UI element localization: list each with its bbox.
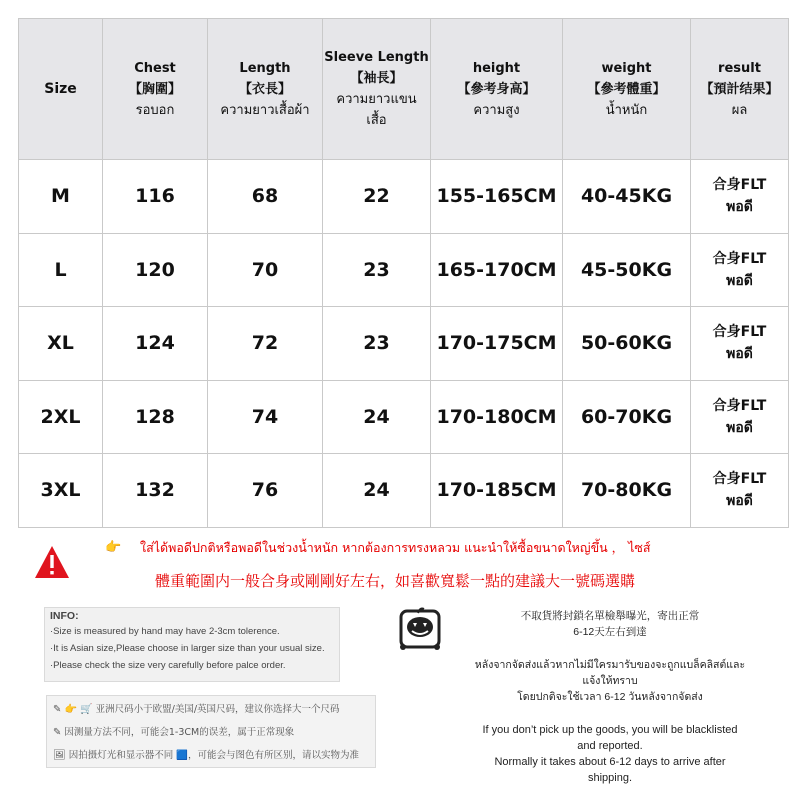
header-row	[19, 19, 789, 160]
note-icons: 🖼	[53, 750, 66, 761]
chest-cell: 120	[103, 233, 208, 307]
header-label: Sleeve Length	[324, 50, 429, 65]
chest-cell: 128	[103, 380, 208, 454]
header-label: 【袖長】	[350, 71, 403, 86]
header-label: result	[718, 60, 761, 76]
shipping-en-line: If you don’t pick up the goods, you will be blacklisted	[482, 724, 738, 736]
result-cell	[691, 160, 789, 234]
size-chart-body	[19, 160, 789, 528]
warning-triangle-icon	[34, 545, 70, 579]
chinese-note-text: 因测量方法不同，可能会1-3CM的误差，属于正常现象	[64, 727, 295, 738]
chinese-note-line	[53, 721, 369, 744]
chest-cell: 132	[103, 454, 208, 528]
result-cell	[691, 380, 789, 454]
height-cell: 170-185CM	[431, 454, 563, 528]
size-chart-table	[18, 18, 789, 528]
header-label: เสื้อ	[366, 113, 387, 128]
header-label: weight	[601, 60, 652, 76]
info-line: ·Size is measured by hand may have 2-3cm tolerence.	[50, 626, 280, 637]
result-label: พอดี	[726, 419, 753, 436]
result-header	[691, 19, 789, 160]
info-box	[44, 607, 340, 682]
header-label: ความสูง	[473, 102, 520, 118]
shipping-zh-line: 6-12天左右到達	[573, 626, 647, 638]
size-chart-header	[19, 19, 789, 160]
weight-cell: 45-50KG	[563, 233, 691, 307]
header-label: 【胸圍】	[128, 81, 181, 97]
result-cell	[691, 233, 789, 307]
header-label: ผล	[731, 102, 748, 118]
table-row	[19, 307, 789, 381]
length-header	[208, 19, 323, 160]
header-label: น้ำหนัก	[605, 102, 648, 118]
result-label: พอดี	[726, 346, 753, 363]
chinese-note-line	[53, 698, 369, 721]
chinese-note-line	[53, 744, 369, 767]
shipping-zh-line: 不取貨將封鎖名單檢舉曝光，寄出正常	[520, 610, 700, 622]
size-cell: XL	[19, 307, 103, 381]
height-cell: 170-180CM	[431, 380, 563, 454]
weight-cell: 50-60KG	[563, 307, 691, 381]
height-cell: 155-165CM	[431, 160, 563, 234]
header-label: Length	[239, 60, 291, 76]
result-label: 合身FLT	[712, 471, 767, 488]
sleeve-cell: 24	[323, 380, 431, 454]
table-row	[19, 380, 789, 454]
result-label: 合身FLT	[712, 250, 767, 267]
shipping-en-line: and reported.	[577, 740, 643, 752]
shipping-en-line: Normally it takes about 6-12 days to arrive after	[494, 756, 726, 768]
size-cell: L	[19, 233, 103, 307]
sleeve-cell: 23	[323, 307, 431, 381]
header-label: Chest	[134, 60, 176, 76]
note-icons: ✎	[53, 727, 62, 738]
sleeve-cell: 22	[323, 160, 431, 234]
header-label: 【衣長】	[238, 81, 291, 97]
result-label: 合身FLT	[712, 177, 767, 194]
sleeve-cell: 23	[323, 233, 431, 307]
result-label: พอดี	[726, 199, 753, 216]
size-cell: 3XL	[19, 454, 103, 528]
sleeve-cell: 24	[323, 454, 431, 528]
header-label: 【參考體重】	[587, 81, 666, 97]
chinese-notes-box	[46, 695, 376, 768]
shipping-thai-line: โดยปกติจะใช้เวลา 6-12 วันหลังจากจัดส่ง	[517, 691, 703, 703]
sleeve-length-header	[323, 19, 431, 160]
chest-header	[103, 19, 208, 160]
size-cell: 2XL	[19, 380, 103, 454]
shipping-thai-line: หลังจากจัดส่งแล้วหากไม่มีใครมารับของจะถูกแบล็คลิสต์และ	[474, 659, 746, 671]
weight-header	[563, 19, 691, 160]
notice-thai-text: ใส่ได้พอดีปกติหรือพอดีในช่วงน้ำหนัก หากต้องการทรงหลวม แนะนำให้ซื้อขนาดใหญ่ขึ้น ， ไซส์	[140, 540, 651, 555]
info-line: ·Please check the size very carefully before palce order.	[50, 660, 286, 671]
info-title: INFO:	[50, 610, 79, 622]
chest-cell: 124	[103, 307, 208, 381]
result-label: พอดี	[726, 272, 753, 289]
result-cell	[691, 307, 789, 381]
length-cell: 76	[208, 454, 323, 528]
note-icons: ✎ 👉 🛒	[53, 704, 93, 715]
pumpkin-frame-icon	[395, 603, 445, 653]
shipping-en-line: shipping.	[587, 772, 633, 784]
info-line: ·It is Asian size,Please choose in larger size than your usual size.	[50, 643, 325, 654]
result-label: พอดี	[726, 493, 753, 510]
size-header	[19, 19, 103, 160]
length-cell: 68	[208, 160, 323, 234]
table-row	[19, 454, 789, 528]
table-row	[19, 233, 789, 307]
shipping-notice	[440, 608, 780, 786]
result-label: 合身FLT	[712, 397, 767, 414]
shipping-thai-line: แจ้งให้ทราบ	[582, 675, 638, 687]
chinese-note-text: 亚洲尺码小于欧盟/美国/英国尺码，建议你选择大一个尺码	[95, 704, 340, 715]
table-row	[19, 160, 789, 234]
weight-cell: 40-45KG	[563, 160, 691, 234]
chest-cell: 116	[103, 160, 208, 234]
height-cell: 170-175CM	[431, 307, 563, 381]
header-label: รอบอก	[135, 102, 175, 118]
header-label: height	[472, 60, 521, 76]
header-label: 【參考身高】	[457, 81, 536, 97]
notice-chinese-text: 體重範圍内一般合身或剛剛好左右，如喜歡寬鬆一點的建議大一號碼選購	[155, 572, 636, 590]
header-label: Size	[44, 80, 77, 97]
header-label: 【預計结果】	[700, 81, 779, 97]
weight-cell: 60-70KG	[563, 380, 691, 454]
pointing-hand-icon: 👉	[105, 540, 122, 555]
chinese-note-text: 因拍摄灯光和显示器不同 🟦，可能会与图色有所区别，请以实物为准	[68, 750, 360, 761]
header-label: ความยาวเสื้อผ้า	[220, 102, 310, 118]
size-cell: M	[19, 160, 103, 234]
result-cell	[691, 454, 789, 528]
length-cell: 74	[208, 380, 323, 454]
length-cell: 72	[208, 307, 323, 381]
height-header	[431, 19, 563, 160]
weight-cell: 70-80KG	[563, 454, 691, 528]
height-cell: 165-170CM	[431, 233, 563, 307]
result-label: 合身FLT	[712, 324, 767, 341]
header-label: ความยาวแขน	[336, 92, 417, 107]
length-cell: 70	[208, 233, 323, 307]
